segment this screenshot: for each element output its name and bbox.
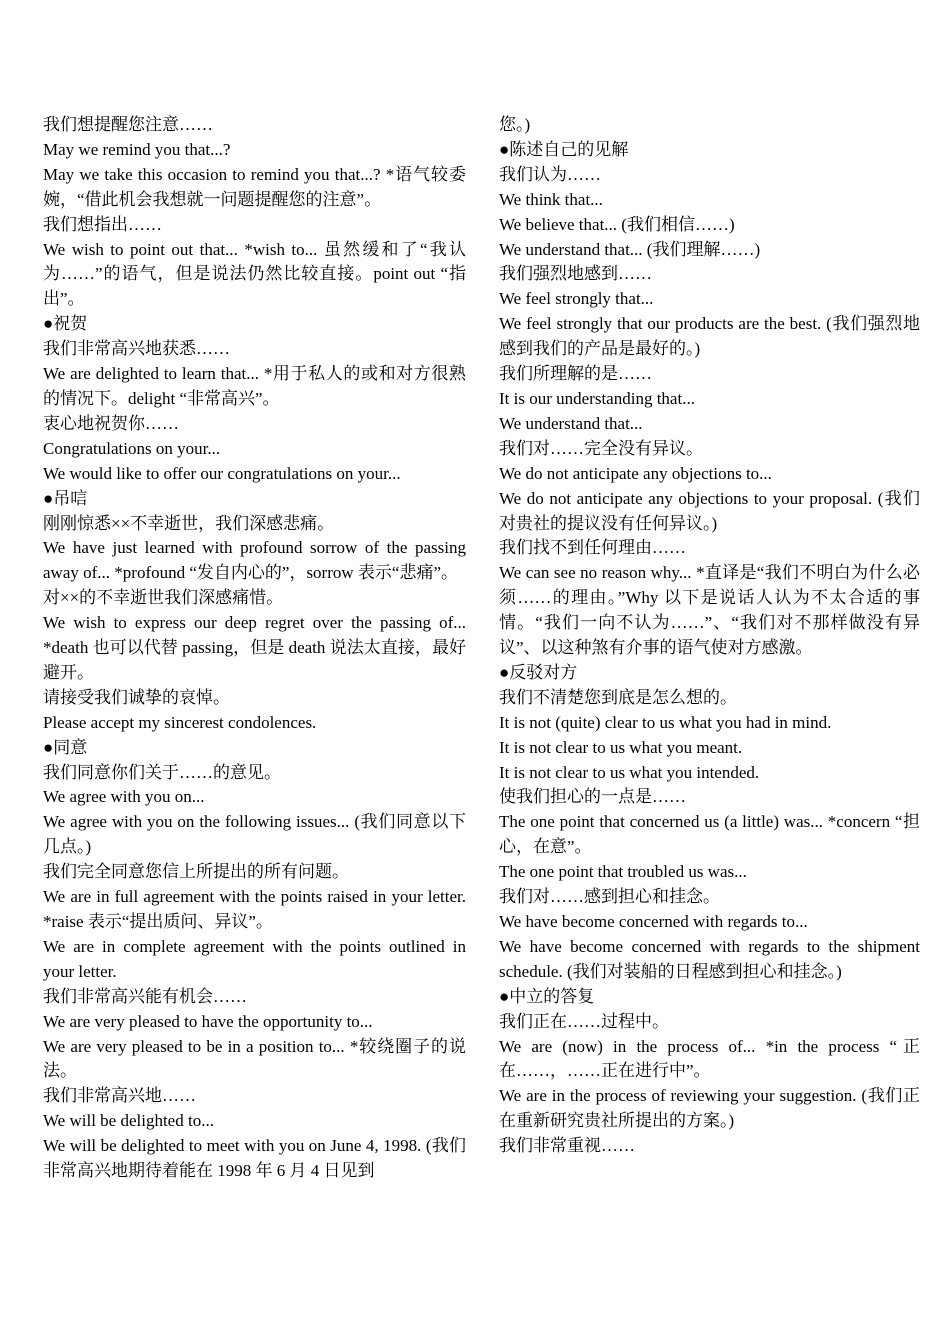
text-line: 我们完全同意您信上所提出的所有问题。 (43, 862, 349, 882)
text-line: 对××的不幸逝世我们深感痛惜。 (43, 588, 284, 608)
text-line: We agree with you on the following issues... (我们同意以下几点。) (43, 812, 466, 857)
section-heading: ●吊唁 (43, 488, 88, 508)
text-line: We think that... (499, 189, 603, 209)
section-heading: ●陈述自己的见解 (499, 139, 629, 159)
text-line: 我们对……感到担心和挂念。 (499, 887, 720, 907)
text-line: 您。) (499, 115, 531, 134)
text-line: 我们非常重视…… (499, 1136, 635, 1156)
text-line: We will be delighted to... (43, 1111, 214, 1131)
text-line: 请接受我们诚挚的哀悼。 (43, 687, 230, 707)
text-line: 我们所理解的是…… (499, 364, 652, 384)
text-line: It is our understanding that... (499, 388, 695, 408)
text-line: May we take this occasion to remind you that...? *语气较委婉，“借此机会我想就一问题提醒您的注意”。 (43, 164, 466, 209)
right-column (499, 113, 920, 1159)
text-line: May we remind you that...? (43, 139, 231, 159)
section-heading: ●中立的答复 (499, 986, 595, 1006)
text-line: We wish to point out that... *wish to... 虽然缓和了“我认为……”的语气，但是说法仍然比较直接。point out “指出”。 (43, 239, 466, 309)
text-line: We are delighted to learn that... *用于私人的或和对方很熟的情况下。delight “非常高兴”。 (43, 364, 466, 408)
text-line: 我们想提醒您注意…… (43, 115, 213, 134)
text-line: We agree with you on... (43, 787, 205, 807)
text-line: We can see no reason why... *直译是“我们不明白为什么必须……的理由。”Why 以下是说话人认为不太合适的事情。“我们一向不认为……”、“我们对不那样做没有异议”、以这种煞有介事的语气使对方感激。 (499, 563, 920, 658)
text-line: We feel strongly that our products are the best. (我们强烈地感到我们的产品是最好的。) (499, 314, 920, 359)
text-line: Congratulations on your... (43, 438, 221, 458)
text-line: It is not (quite) clear to us what you had in mind. (499, 712, 832, 732)
text-line: We believe that... (我们相信……) (499, 214, 735, 234)
text-line: 我们同意你们关于……的意见。 (43, 762, 281, 782)
text-line: We are very pleased to have the opportunity to... (43, 1011, 373, 1031)
text-line: 使我们担心的一点是…… (499, 787, 686, 807)
text-line: 我们找不到任何理由…… (499, 538, 686, 558)
text-line: 我们强烈地感到…… (499, 264, 652, 284)
text-line: 我们认为…… (499, 164, 601, 184)
text-line: 我们想指出…… (43, 214, 162, 234)
text-line: We are (now) in the process of... *in the process “正在……，……正在进行中”。 (499, 1036, 920, 1081)
text-line: We have become concerned with regards to... (499, 912, 808, 931)
text-line: The one point that troubled us was... (499, 862, 747, 882)
text-line: We are in the process of reviewing your suggestion. (我们正在重新研究贵社所提出的方案。) (499, 1086, 920, 1131)
text-line: We have just learned with profound sorrow of the passing away of... *profound “发自内心的”，sorrow 表示“悲痛”。 (43, 538, 466, 583)
text-line: 我们非常高兴能有机会…… (43, 986, 247, 1006)
text-line: We wish to express our deep regret over the passing of... *death 也可以代替 passing，但是 death 说法太直接，最好避开。 (43, 613, 466, 682)
section-heading: ●反驳对方 (499, 662, 578, 682)
text-line: We have become concerned with regards to the shipment schedule. (我们对装船的日程感到担心和挂念。) (499, 936, 920, 981)
text-line: We would like to offer our congratulations on your... (43, 463, 401, 483)
text-line: It is not clear to us what you meant. (499, 737, 743, 757)
text-line: We will be delighted to meet with you on June 4, 1998. (我们非常高兴地期待着能在 1998 年 6 月 4 日见到 (43, 1136, 466, 1181)
text-line: We are very pleased to be in a position to... *较绕圈子的说法。 (43, 1036, 466, 1081)
text-line: We are in full agreement with the points raised in your letter. *raise 表示“提出质问、异议”。 (43, 887, 466, 931)
text-line: We understand that... (我们理解……) (499, 239, 761, 259)
text-line: 我们非常高兴地获悉…… (43, 339, 230, 359)
text-line: We are in complete agreement with the points outlined in your letter. (43, 936, 466, 981)
text-line: 刚刚惊悉××不幸逝世，我们深感悲痛。 (43, 513, 335, 533)
text-line: It is not clear to us what you intended. (499, 762, 760, 782)
section-heading: ●同意 (43, 737, 88, 757)
text-line: 我们不清楚您到底是怎么想的。 (499, 687, 737, 707)
text-line: We understand that... (499, 413, 643, 433)
left-column (43, 113, 466, 1184)
text-line: 衷心地祝贺你…… (43, 413, 179, 433)
text-line: The one point that concerned us (a little) was... *concern “担心，在意”。 (499, 812, 920, 857)
section-heading: ●祝贺 (43, 314, 88, 334)
text-line: We do not anticipate any objections to... (499, 463, 772, 483)
text-line: Please accept my sincerest condolences. (43, 712, 317, 732)
text-line: 我们正在……过程中。 (499, 1011, 669, 1031)
text-line: We do not anticipate any objections to your proposal. (我们对贵社的提议没有任何异议。) (499, 488, 920, 533)
text-line: We feel strongly that... (499, 289, 654, 309)
text-line: 我们对……完全没有异议。 (499, 438, 703, 458)
text-line: 我们非常高兴地…… (43, 1086, 196, 1106)
